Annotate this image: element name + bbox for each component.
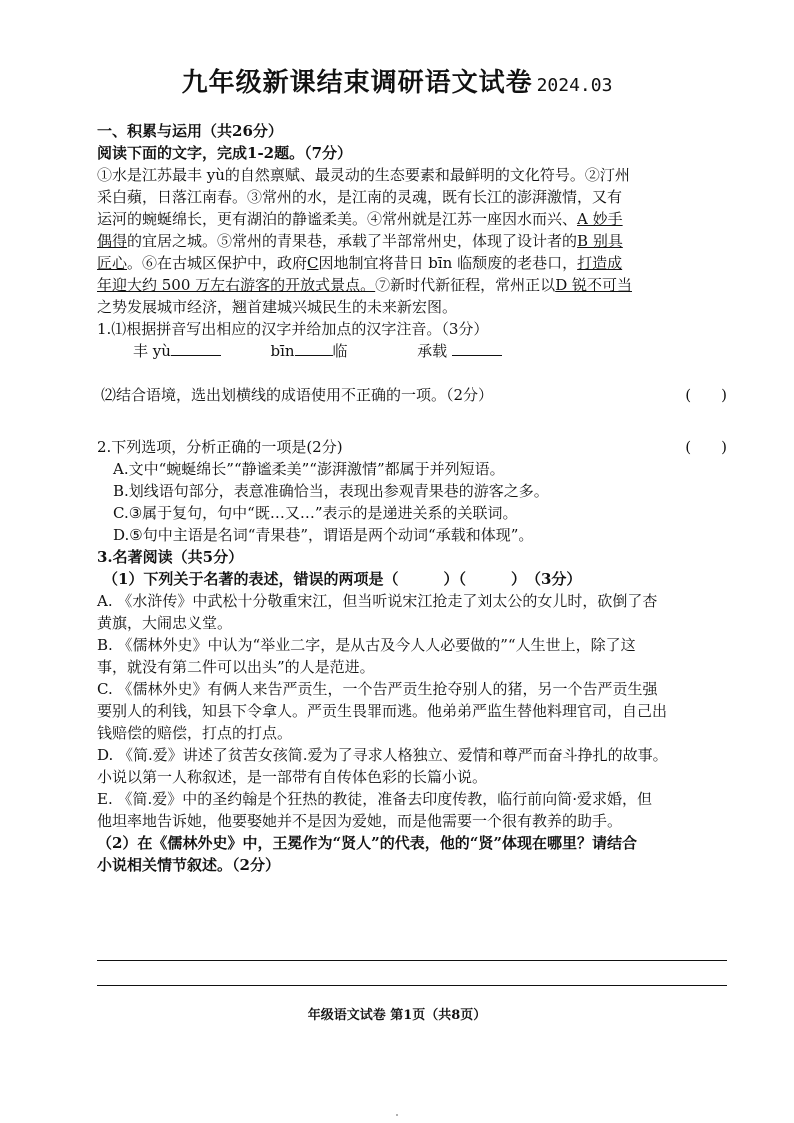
idiom-a: A 妙手 (577, 210, 623, 228)
passage-line-5: 匠心。⑥在古城区保护中，政府C因地制宜将昔日 bīn 临颓废的老巷口，打造成 (97, 254, 623, 272)
passage-line-4: 偶得的宜居之城。⑤常州的青果巷，承载了半部常州史，体现了设计者的B 别具 (97, 232, 623, 250)
answer-line-2[interactable] (97, 985, 727, 986)
exam-content (97, 120, 727, 876)
title-date: 2024.03 (536, 75, 613, 96)
q2-option-b: B.划线语句部分，表意准确恰当，表现出参观青果巷的游客之多。 (113, 482, 549, 500)
question-3-sub1: （1）下列关于名著的表述，错误的两项是（ ）（ ） （3分） (103, 570, 582, 588)
q3-option-d: D. 《简.爱》讲述了贫苦女孩简.爱为了寻求人格独立、爱情和尊严而奋斗挣扎的故事。 (97, 746, 668, 764)
blank-3[interactable] (452, 340, 502, 356)
q3-option-e-cont: 他坦率地告诉她，他要娶她并不是因为爱她，而是他需要一个很有教养的助手。 (97, 812, 623, 830)
blank-2[interactable] (295, 340, 333, 356)
question-3-stem: 3.名著阅读（共5分） (97, 548, 244, 566)
q3-option-a-cont: 黄旗，大闹忠义堂。 (97, 614, 233, 632)
blank-1[interactable] (171, 340, 221, 356)
q2-option-a: A.文中“蜿蜒绵长”“静谧柔美”“澎湃激情”都属于并列短语。 (113, 460, 505, 478)
answer-paren-2[interactable]: ( ) (685, 438, 727, 456)
question-1-blanks: 丰 yù bīn 临 承载 (97, 340, 727, 362)
question-3-sub2-cont: 小说相关情节叙述。（2分） (97, 856, 280, 874)
q2-option-c: C.③属于复句，句中“既…又…”表示的是递进关系的关联词。 (113, 504, 518, 522)
idiom-d: D 锐不可当 (555, 276, 632, 294)
q3-option-c-cont2: 钱赔偿的赔偿，打点的打点。 (97, 724, 293, 742)
passage-line-2: 采白蘋，日落江南春。③常州的水，是江南的灵魂，既有长江的澎湃激情，又有 (97, 188, 623, 206)
scan-speck (396, 1114, 398, 1116)
q3-option-b: B. 《儒林外史》中认为“举业二字，是从古及今人人必要做的”“人生世上，除了这 (97, 636, 636, 654)
q3-option-c-cont1: 要别人的利钱，知县下令拿人。严贡生畏罪而逃。他弟弟严监生替他料理官司，自己出 (97, 702, 668, 720)
q3-option-e: E. 《简.爱》中的圣约翰是个狂热的教徒，准备去印度传教，临行前向简·爱求婚，但 (97, 790, 653, 808)
answer-paren-1[interactable]: ( ) (685, 386, 727, 404)
passage-line-6: 年迎大约 500 万左右游客的开放式景点。⑦新时代新征程，常州正以D 锐不可当 (97, 276, 632, 294)
passage-line-1: ①水是江苏最丰 yù的自然禀赋、最灵动的生态要素和最鲜明的文化符号。②汀州 (97, 166, 630, 184)
page-footer: 年级语文试卷 第1页（共8页） (307, 1008, 487, 1023)
section-title: 一、积累与运用（共26分） (97, 122, 283, 140)
question-3-sub2: （2）在《儒林外史》中，王冕作为“贤人”的代表，他的“贤”体现在哪里？请结合 (97, 834, 637, 852)
answer-line-1[interactable] (97, 960, 727, 961)
page-title (0, 62, 794, 99)
idiom-b-cont: 匠心 (97, 254, 128, 272)
q3-option-b-cont: 事，就没有第二件可以出头”的人是范进。 (97, 658, 375, 676)
title-text: 九年级新课结束调研语文试卷 (181, 68, 533, 98)
underlined-sentence-start: 打造成 (577, 254, 623, 272)
underlined-sentence: 年迎大约 500 万左右游客的开放式景点。 (97, 276, 376, 294)
idiom-a-cont: 偶得 (97, 232, 128, 250)
idiom-b: B 别具 (577, 232, 623, 250)
question-2-stem: 2.下列选项，分析正确的一项是(2分) ( ) (97, 438, 727, 456)
q3-option-c: C. 《儒林外史》有俩人来告严贡生，一个告严贡生抢夺别人的猪，另一个告严贡生强 (97, 680, 658, 698)
q2-option-d: D.⑤句中主语是名词“青果巷”，谓语是两个动词“承载和体现”。 (113, 526, 534, 544)
idiom-c: C (307, 254, 319, 272)
reading-intro: 阅读下面的文字，完成1-2题。（7分） (97, 144, 353, 162)
q3-option-d-cont: 小说以第一人称叙述，是一部带有自传体色彩的长篇小说。 (97, 768, 488, 786)
q3-option-a: A. 《水浒传》中武松十分敬重宋江，但当听说宋江抢走了刘太公的女儿时，砍倒了杏 (97, 592, 658, 610)
question-1-stem: 1.⑴根据拼音写出相应的汉字并给加点的汉字注音。（3分） (97, 320, 489, 338)
passage-line-7: 之势发展城市经济，翘首建城兴城民生的未来新宏图。 (97, 298, 458, 316)
passage-line-3: 运河的蜿蜒绵长，更有湖泊的静谧柔美。④常州就是江苏一座因水而兴、A 妙手 (97, 210, 623, 228)
question-1-sub2: ⑵结合语境，选出划横线的成语使用不正确的一项。（2分） ( ) (101, 386, 727, 404)
